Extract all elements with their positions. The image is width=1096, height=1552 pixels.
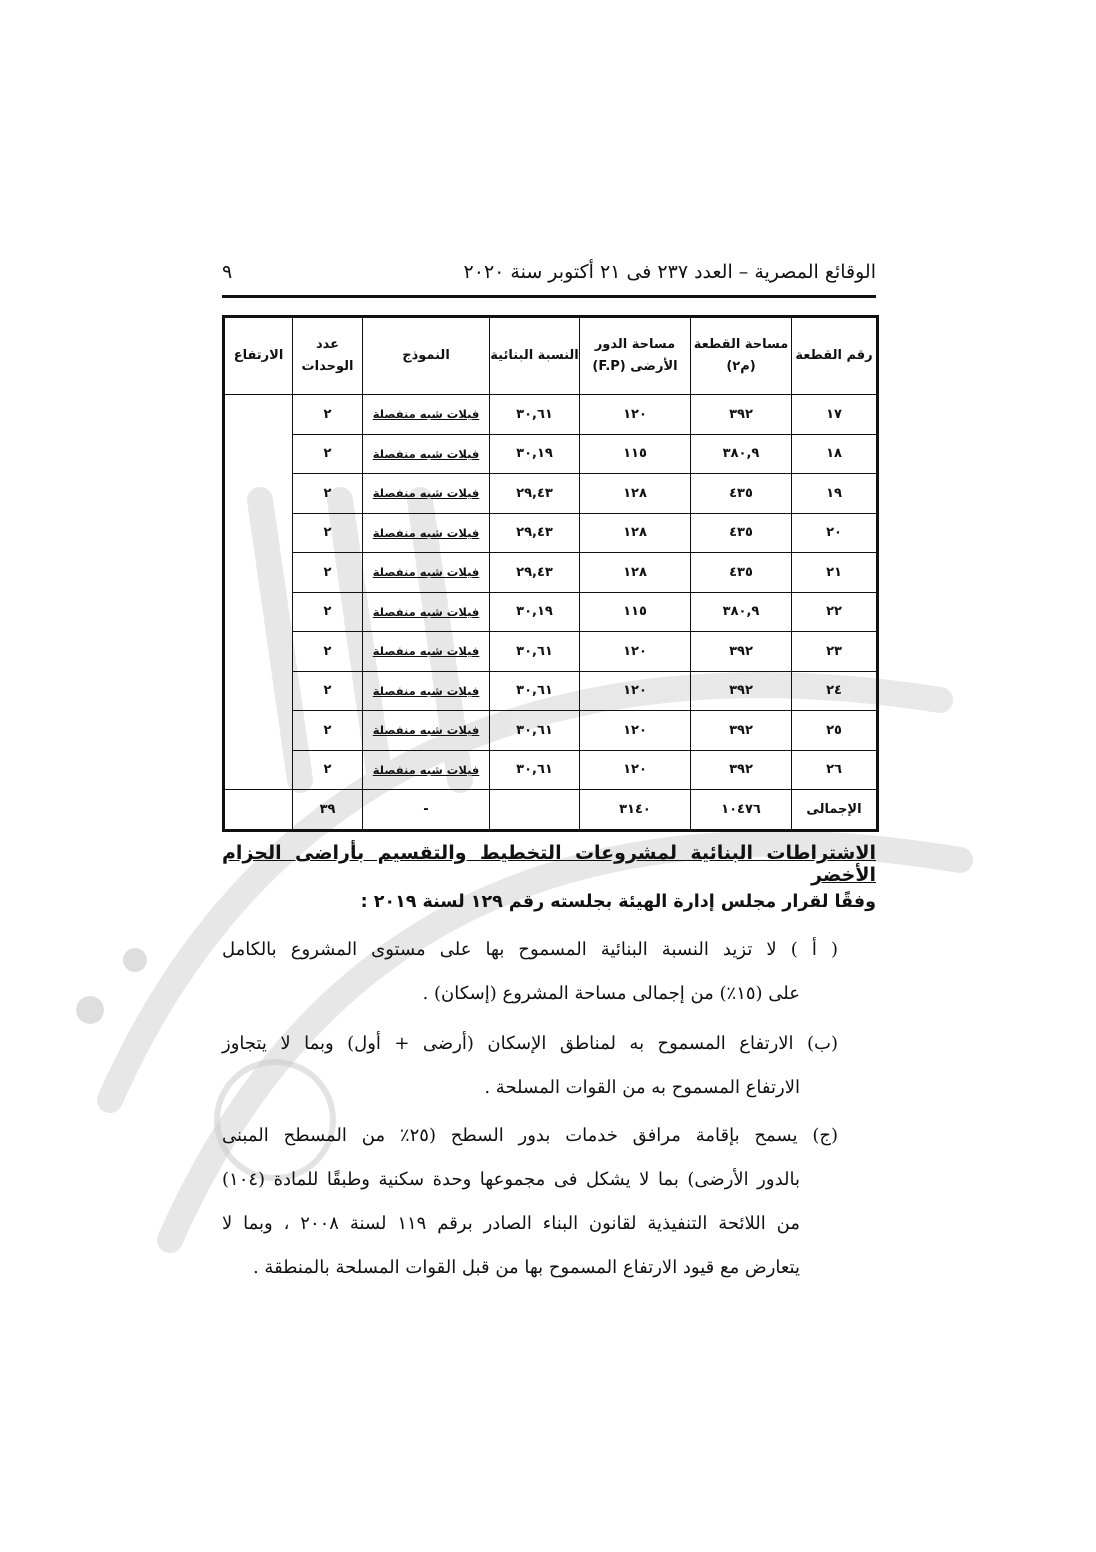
clause-b-line-2: الارتفاع المسموح به من القوات المسلحة . (484, 1077, 800, 1098)
cell-ground-area: ١٢٨ (580, 474, 691, 514)
cell-model: فيلات شبه منفصلة (363, 474, 490, 514)
table-row (224, 434, 878, 474)
cell-ground-area: ١٢٠ (580, 395, 691, 435)
header-height: الارتفاع (224, 317, 293, 395)
cell-model: فيلات شبه منفصلة (363, 632, 490, 672)
cell-units: ٢ (293, 711, 363, 751)
cell-ground-area: ١٢٨ (580, 553, 691, 593)
cell-building-ratio: ٣٠,٦١ (490, 632, 580, 672)
cell-units: ٢ (293, 513, 363, 553)
table-row (224, 553, 878, 593)
header-rule (222, 295, 876, 298)
cell-model: فيلات شبه منفصلة (363, 553, 490, 593)
section-heading: الاشتراطات البنائية لمشروعات التخطيط والتقسيم بأراضى الحزام الأخضر (222, 842, 876, 886)
total-model: - (363, 790, 490, 831)
cell-plot-no: ٢٢ (792, 592, 878, 632)
cell-units: ٢ (293, 632, 363, 672)
cell-plot-no: ٢٤ (792, 671, 878, 711)
cell-units: ٢ (293, 592, 363, 632)
table-row (224, 671, 878, 711)
cell-building-ratio: ٣٠,٦١ (490, 711, 580, 751)
total-ground-area: ٣١٤٠ (580, 790, 691, 831)
cell-plot-area: ٣٩٢ (691, 395, 792, 435)
cell-building-ratio: ٣٠,٦١ (490, 750, 580, 790)
cell-units: ٢ (293, 474, 363, 514)
cell-model: فيلات شبه منفصلة (363, 711, 490, 751)
cell-units: ٢ (293, 553, 363, 593)
cell-plot-no: ٢٣ (792, 632, 878, 672)
table-row (224, 474, 878, 514)
cell-units: ٢ (293, 395, 363, 435)
table-total-row (224, 790, 878, 831)
table-row (224, 711, 878, 751)
cell-plot-no: ١٨ (792, 434, 878, 474)
cell-plot-area: ٤٣٥ (691, 474, 792, 514)
header-plot-area: مساحة القطعة (م٢) (691, 317, 792, 395)
cell-units: ٢ (293, 750, 363, 790)
cell-building-ratio: ٣٠,١٩ (490, 592, 580, 632)
header-plot-no: رقم القطعة (792, 317, 878, 395)
cell-plot-no: ١٩ (792, 474, 878, 514)
cell-plot-area: ٣٨٠,٩ (691, 592, 792, 632)
cell-plot-no: ١٧ (792, 395, 878, 435)
table-row (224, 592, 878, 632)
clause-c-line-4: يتعارض مع قيود الارتفاع المسموح بها من قبل القوات المسلحة بالمنطقة . (252, 1257, 800, 1278)
cell-building-ratio: ٢٩,٤٣ (490, 513, 580, 553)
cell-units: ٢ (293, 434, 363, 474)
cell-building-ratio: ٣٠,٦١ (490, 671, 580, 711)
cell-model: فيلات شبه منفصلة (363, 434, 490, 474)
cell-model: فيلات شبه منفصلة (363, 671, 490, 711)
cell-building-ratio: ٣٠,١٩ (490, 434, 580, 474)
clause-a-line-1: ( أ ) لا تزيد النسبة البنائية المسموح بها على مستوى المشروع بالكامل (222, 939, 838, 960)
running-header (222, 252, 876, 292)
cell-plot-area: ٤٣٥ (691, 513, 792, 553)
cell-model: فيلات شبه منفصلة (363, 395, 490, 435)
clause-c-line-1: (ج) يسمح بإقامة مرافق خدمات بدور السطح (٢٥٪ من المسطح المبنى (222, 1125, 838, 1146)
header-units: عدد الوحدات (293, 317, 363, 395)
table-row (224, 632, 878, 672)
cell-height-merged (224, 395, 293, 790)
cell-building-ratio: ٢٩,٤٣ (490, 553, 580, 593)
cell-units: ٢ (293, 671, 363, 711)
cell-ground-area: ١٢٠ (580, 671, 691, 711)
total-building-ratio (490, 790, 580, 831)
table-row (224, 513, 878, 553)
cell-ground-area: ١٢٨ (580, 513, 691, 553)
cell-model: فيلات شبه منفصلة (363, 750, 490, 790)
clause-c (222, 1114, 838, 1290)
plots-table (222, 315, 879, 832)
cell-ground-area: ١١٥ (580, 434, 691, 474)
cell-plot-area: ٤٣٥ (691, 553, 792, 593)
cell-plot-area: ٣٩٢ (691, 750, 792, 790)
clause-c-line-2: بالدور الأرضى) بما لا يشكل فى مجموعها وحدة سكنية وطبقًا للمادة (١٠٤) (222, 1169, 800, 1190)
total-height (224, 790, 293, 831)
cell-plot-no: ٢٠ (792, 513, 878, 553)
cell-plot-area: ٣٩٢ (691, 671, 792, 711)
cell-plot-area: ٣٨٠,٩ (691, 434, 792, 474)
clause-c-line-3: من اللائحة التنفيذية لقانون البناء الصادر برقم ١١٩ لسنة ٢٠٠٨ ، وبما لا (222, 1213, 800, 1234)
clause-b-line-1: (ب) الارتفاع المسموح به لمناطق الإسكان (أرضى + أول) وبما لا يتجاوز (222, 1033, 838, 1054)
cell-model: فيلات شبه منفصلة (363, 513, 490, 553)
total-plot-area: ١٠٤٧٦ (691, 790, 792, 831)
total-units: ٣٩ (293, 790, 363, 831)
cell-building-ratio: ٣٠,٦١ (490, 395, 580, 435)
table-row (224, 750, 878, 790)
cell-ground-area: ١٢٠ (580, 750, 691, 790)
cell-ground-area: ١٢٠ (580, 632, 691, 672)
cell-ground-area: ١١٥ (580, 592, 691, 632)
cell-building-ratio: ٢٩,٤٣ (490, 474, 580, 514)
clause-a (222, 928, 838, 1016)
header-ground-area: مساحة الدور الأرضى (F.P) (580, 317, 691, 395)
cell-plot-area: ٣٩٢ (691, 632, 792, 672)
cell-plot-area: ٣٩٢ (691, 711, 792, 751)
cell-plot-no: ٢٦ (792, 750, 878, 790)
header-building-ratio: النسبة البنائية (490, 317, 580, 395)
gazette-title: الوقائع المصرية – العدد ٢٣٧ فى ٢١ أكتوبر سنة ٢٠٢٠ (463, 261, 876, 283)
cell-model: فيلات شبه منفصلة (363, 592, 490, 632)
cell-ground-area: ١٢٠ (580, 711, 691, 751)
cell-plot-no: ٢١ (792, 553, 878, 593)
section-heading-line2: وفقًا لقرار مجلس إدارة الهيئة بجلسته رقم ١٢٩ لسنة ٢٠١٩ : (360, 892, 876, 912)
cell-plot-no: ٢٥ (792, 711, 878, 751)
table-header-row (224, 317, 878, 395)
page-number: ٩ (222, 261, 233, 283)
clause-a-line-2: على (١٥٪) من إجمالى مساحة المشروع (إسكان) . (422, 983, 800, 1004)
header-model: النموذج (363, 317, 490, 395)
total-label: الإجمالى (792, 790, 878, 831)
clause-b (222, 1022, 838, 1110)
table-row (224, 395, 878, 435)
